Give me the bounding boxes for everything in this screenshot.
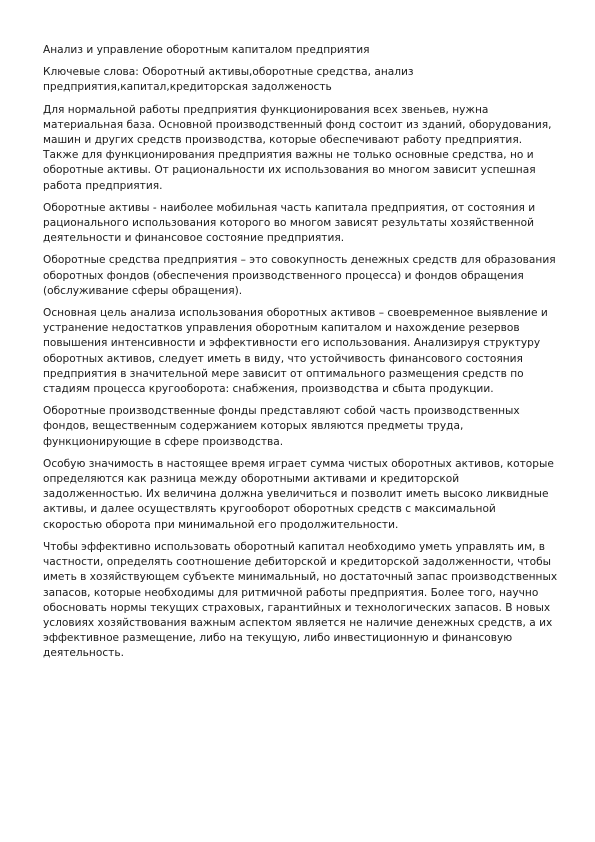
document-title: Анализ и управление оборотным капиталом предприятия	[43, 44, 370, 56]
keywords-line: Ключевые слова: Оборотный активы,оборотные средства, анализ предприятия,капитал,кредиторская задолженость	[43, 66, 414, 94]
paragraph-analysis-goal: Основная цель анализа использования оборотных активов – своевременное выявление и устранение недостатков управления оборотным капиталом и нахождение резервов повышения интенсивности и эффективности его использования. Анализируя структуру оборотных активов, следует иметь в виду, что устойчивость финансового состояния предприятия в значительной мере зависит от оптимального размещения средств по стадиям процесса кругооборота: снабжения, производства и сбыта продукции.	[43, 307, 548, 396]
paragraph-current-assets: Оборотные активы - наиболее мобильная часть капитала предприятия, от состояния и рационального использования которого во многом зависят результаты хозяйственной деятельности и финансовое состояние предприятия.	[43, 201, 536, 245]
document-page	[43, 43, 558, 669]
paragraph-net-current-assets: Особую значимость в настоящее время играет сумма чистых оборотных активов, которые определяются как разница между оборотными активами и кредиторской задолженностью. Их величина должна увеличиться и позволит иметь высоко ликвидные активы, и далее осуществлять кругооборот оборотных средств с максимальной скоростью оборота при минимальной его продолжительности.	[43, 457, 554, 531]
paragraph-capital-management: Чтобы эффективно использовать оборотный капитал необходимо уметь управлять им, в частности, определять соотношение дебиторской и кредиторской задолженности, чтобы иметь в хозяйствующем субъекте минимальный, но достаточный запас производственных запасов, которые необходимы для ритмичной работы предприятия. Более того, научно обосновать нормы текущих страховых, гарантийных и технологических запасов. В новых условиях хозяйствования важным аспектом является не наличие денежных средств, а их эффективное размещение, либо на текущую, либо инвестиционную и финансовую деятельность.	[43, 540, 558, 660]
paragraph-working-capital: Оборотные средства предприятия – это совокупность денежных средств для образования оборотных фондов (обеспечения производственного процесса) и фондов обращения (обслуживание сферы обращения).	[43, 254, 556, 297]
paragraph-material-base: Для нормальной работы предприятия функционирования всех звеньев, нужна материальная база. Основной производственный фонд состоит из зданий, оборудования, машин и других средств производства, которые обеспечивают работу предприятия. Также для функционирования предприятия важны не только основные средства, но и оборотные активы. От рациональности их использования во многом зависит успешная работа предприятия.	[43, 103, 552, 192]
paragraph-production-funds: Оборотные производственные фонды представляют собой часть производственных фондов, вещественным содержанием которых являются предметы труда, функционирующие в сфере производства.	[43, 405, 520, 448]
